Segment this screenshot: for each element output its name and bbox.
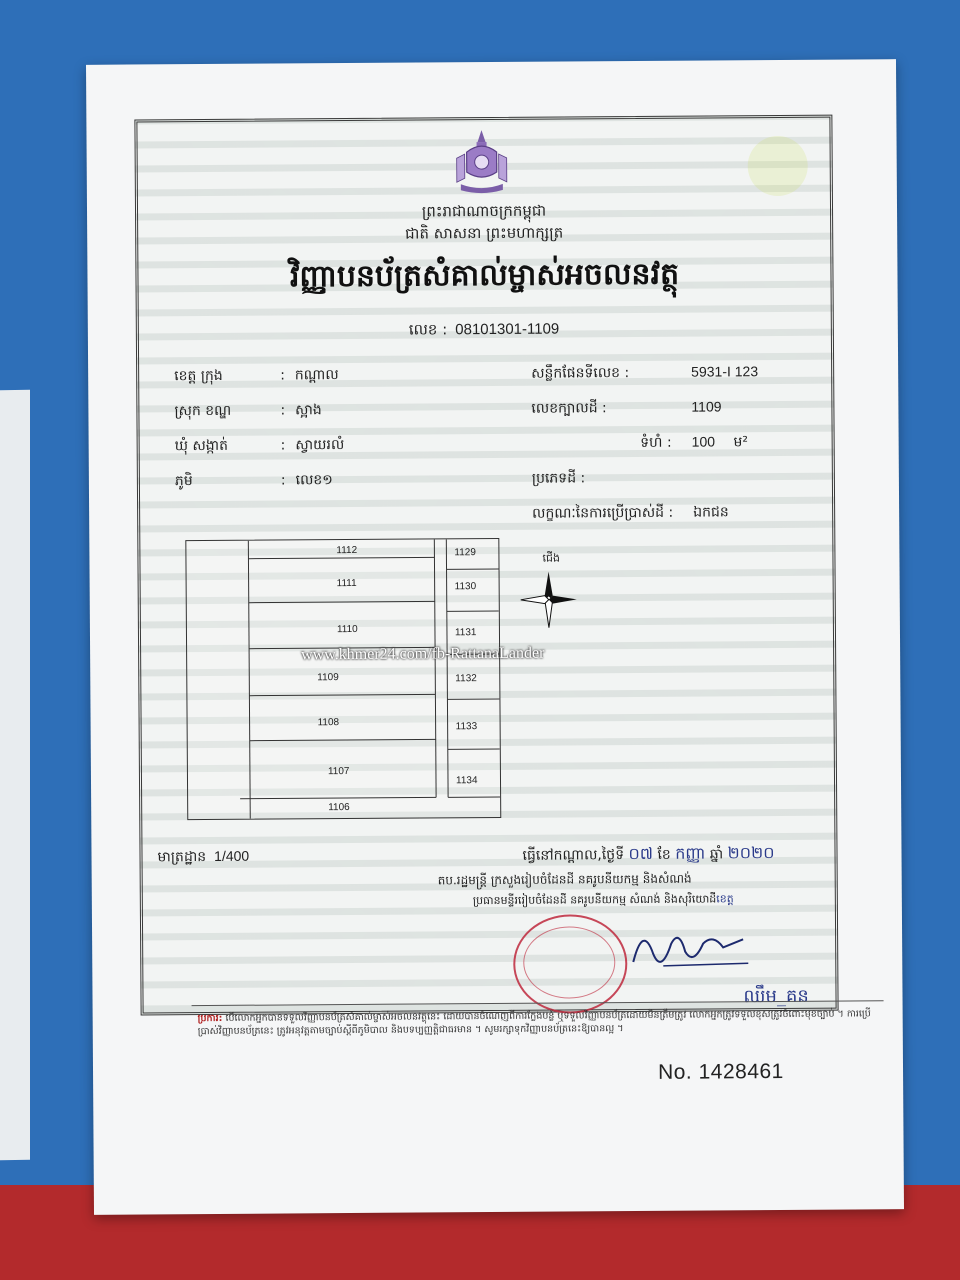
date-prefix: ធ្វើនៅកណ្ដាល,ថ្ងៃទី	[522, 847, 625, 864]
date-day: ០៧	[628, 843, 654, 864]
parcel-label: 1108	[317, 717, 340, 729]
month-label: ខែ	[657, 846, 671, 863]
field-label: ឃុំ សង្កាត់	[174, 437, 229, 455]
field-commune: ឃុំ សង្កាត់ : ស្វាយរលំ	[175, 435, 345, 457]
field-value: ស្អាង	[295, 401, 322, 418]
parcel-label: 1130	[454, 581, 477, 593]
signer-name: ឈឹម_គន	[743, 985, 809, 1008]
field-value: 100	[691, 433, 716, 450]
notice-head: ប្រការ:	[197, 1012, 223, 1025]
scale-label: មាត្រដ្ឋាន	[157, 849, 207, 866]
area-unit: ម²	[733, 434, 749, 451]
field-label: សន្លឹកផែនទីលេខ :	[531, 365, 630, 382]
field-label: ប្រភេទដី :	[531, 470, 586, 487]
office-handwritten: ខេត្ត	[716, 892, 734, 906]
field-label: ភូមិ	[174, 473, 193, 490]
scale-value: 1/400	[214, 847, 250, 864]
parcel-label: 1106	[328, 802, 350, 814]
office-name: ប្រធានមន្ទីររៀបចំដែនដី នគរូបនីយកម្ម សំណង់ និងសុរិយោដី	[472, 892, 717, 908]
parcel-label: 1132	[455, 673, 477, 685]
number-value: 08101301-1109	[455, 320, 560, 339]
field-value: កណ្ដាល	[294, 366, 339, 383]
field-value: 1109	[691, 398, 722, 415]
compass-star-icon	[519, 565, 579, 631]
map-scale	[157, 847, 249, 869]
parcel-label: 1111	[336, 577, 357, 590]
serial-number: No. 1428461	[657, 1059, 784, 1084]
official-stamp	[513, 914, 628, 1014]
north-compass	[518, 551, 579, 631]
certificate-frame	[134, 115, 871, 1038]
field-value: 5931-I 123	[691, 363, 759, 380]
field-land-use	[532, 502, 729, 524]
parcel-label: 1109	[317, 672, 339, 684]
number-label: លេខ :	[408, 320, 448, 339]
field-village: ភូមិ : លេខ១	[175, 470, 333, 492]
field-label: ស្រុក ខណ្ឌ	[174, 402, 232, 420]
field-area	[532, 432, 748, 455]
certificate-sheet	[86, 59, 904, 1215]
parcel-map	[185, 538, 501, 820]
date-month: កញ្ញា	[675, 843, 706, 863]
field-label: លក្ខណៈនៃការប្រើប្រាស់ដី :	[532, 504, 674, 522]
faint-seal-mark	[748, 136, 808, 196]
certificate-title: វិញ្ញាបនប័ត្រសំគាល់ម្ចាស់អចលនវត្ថុ	[289, 256, 680, 295]
field-value: ឯកជន	[693, 503, 729, 520]
kingdom-heading: ព្រះរាជាណាចក្រកម្ពុជា	[421, 201, 547, 221]
field-map-sheet	[531, 362, 758, 385]
watermark-url: www.khmer24.com/fb-RattanaLander	[301, 644, 545, 664]
field-value: ស្វាយរលំ	[295, 436, 345, 453]
field-land-type	[532, 468, 692, 490]
parcel-label: 1107	[327, 766, 350, 778]
date-year: ២០២០	[727, 843, 775, 863]
parcel-label: 1133	[455, 721, 478, 733]
parcel-label: 1131	[454, 627, 477, 639]
field-district: ស្រុក ខណ្ឌ : ស្អាង	[174, 400, 322, 422]
field-value: លេខ១	[295, 471, 333, 488]
field-parcel-number	[531, 397, 721, 419]
issuing-authority: តប.រដ្ឋមន្ត្រី ក្រសួងរៀបចំដែនដី នគរូបនីយកម្ម និងសំណង់	[437, 871, 692, 888]
signature-mark	[623, 913, 753, 984]
north-label: ជើង	[542, 551, 560, 565]
year-label: ឆ្នាំ	[709, 846, 724, 863]
national-motto: ជាតិ សាសនា ព្រះមហាក្សត្រ	[405, 223, 564, 243]
certificate-number	[409, 320, 560, 343]
field-label: លេខក្បាលដី :	[531, 400, 607, 417]
field-label: ទំហំ :	[640, 434, 672, 451]
adjacent-paper	[0, 390, 30, 1161]
notice-text: បើលោកអ្នកបានទទួលវិញ្ញាបនប័ត្រសំគាល់ម្ចាស់អចលនវត្ថុនេះ ដោយបានចំណេញពីការក្លែងបន្លំ ឬទទួលវិញ្ញាបនប័ត្រដោយមិនត្រឹមត្រូវ លោកអ្នកត្រូវទទួលខុសត្រូវចំពោះមុខច្បាប់ ។ ការប្រើប្រាស់វិញ្ញាបនប័ត្រនេះ ត្រូវអនុវត្តតាមច្បាប់ស្ដីពីភូមិបាល និងបទប្បញ្ញត្តិជាធរមាន ។ សូមរក្សាទុកវិញ្ញាបនប័ត្រនេះឱ្យបានល្អ ។	[197, 1008, 871, 1038]
parcel-label: 1129	[454, 547, 476, 559]
royal-arms-emblem	[450, 128, 512, 196]
issuing-office	[473, 892, 734, 910]
legal-notice	[192, 1000, 884, 1067]
parcel-label: 1134	[455, 775, 478, 787]
parcel-label: 1110	[336, 623, 358, 636]
field-label: ខេត្ត ក្រុង	[174, 367, 223, 385]
issue-date	[522, 842, 774, 868]
field-province: ខេត្ត ក្រុង : កណ្ដាល	[174, 365, 339, 387]
parcel-label: 1112	[336, 544, 358, 557]
